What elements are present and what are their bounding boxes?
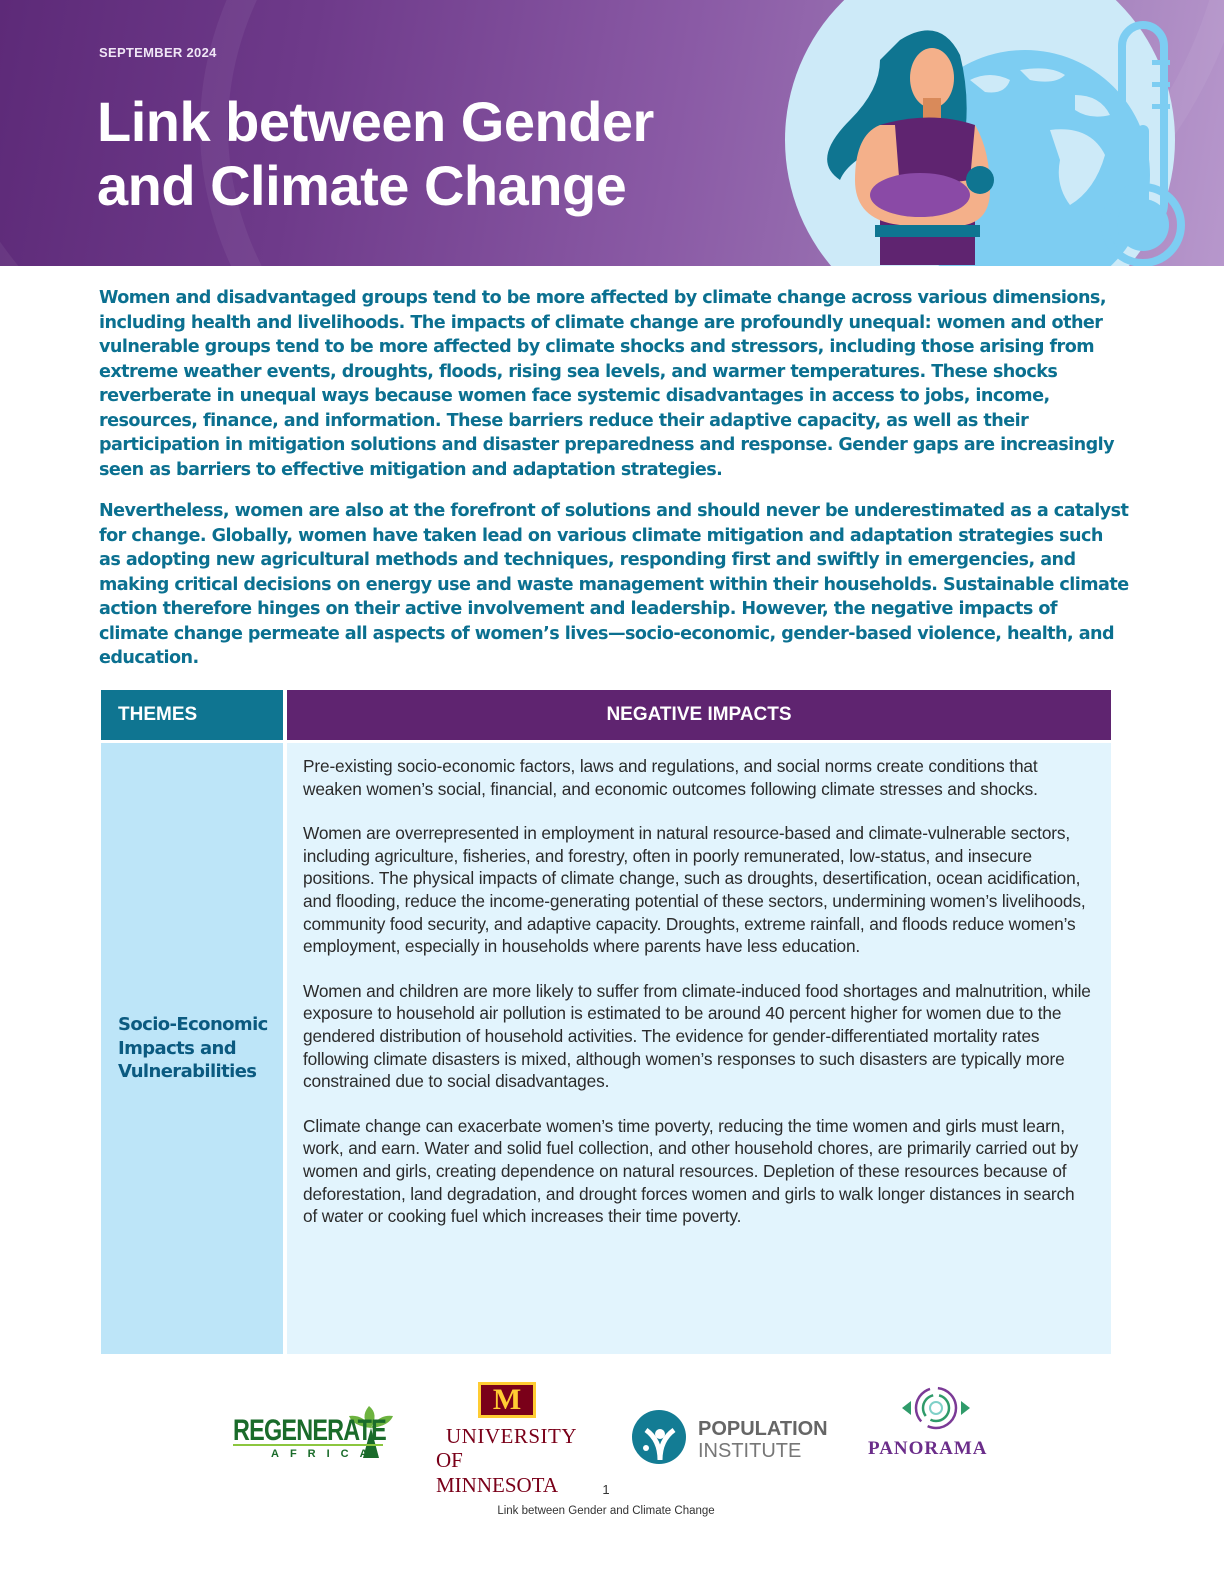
- impact-paragraph: Climate change can exacerbate women’s time poverty, reducing the time women and girls must learn, work, and earn. Water and solid fuel collection, and other household chores, are primarily carried out by women and girls, creating dependence on natural resources. Depletion of these resources because of deforestation, land degradation, and drought forces women and girls to walk longer distances in search of water or cooking fuel which increases their time poverty.: [303, 1115, 1079, 1227]
- woman-baby-globe-illustration: [780, 0, 1224, 266]
- impacts-cell: [287, 743, 1111, 1354]
- population-institute-logo: [630, 1408, 840, 1470]
- header-themes: THEMES: [101, 690, 283, 740]
- institute-wordmark: INSTITUTE: [698, 1440, 802, 1462]
- intro-paragraph-1: Women and disadvantaged groups tend to be more affected by climate change across various dimensions, including health and livelihoods. The impacts of climate change are profoundly unequal: women and other vulnerable groups tend to be more affected by climate shocks and stressors, including those arising from extreme weather events, droughts, floods, rising sea levels, and warmer temperatures. These shocks reverberate in unequal ways because women face systemic disadvantages in access to jobs, income, resources, finance, and information. These barriers reduce their adaptive capacity, as well as their participation in mitigation solutions and disaster preparedness and response. Gender gaps are increasingly seen as barriers to effective mitigation and adaptation strategies.: [99, 288, 1115, 480]
- regenerate-wordmark: REGENERATE: [233, 1414, 386, 1447]
- population-wordmark: POPULATION: [698, 1418, 828, 1440]
- title-line-2: and Climate Change: [97, 154, 627, 217]
- theme-label: Socio-Economic Impacts and Vulnerabilities: [118, 1014, 268, 1083]
- page-number: 1: [602, 1482, 610, 1497]
- panorama-eye-icon: [896, 1384, 976, 1434]
- people-globe-icon: [630, 1408, 688, 1466]
- table-row: [101, 743, 1111, 1354]
- block-m-icon: M: [478, 1382, 536, 1418]
- hero-banner: [0, 0, 1224, 266]
- umn-line-1: UNIVERSITY: [446, 1424, 577, 1448]
- publication-date: SEPTEMBER 2024: [99, 45, 217, 60]
- intro-paragraph-2: Nevertheless, women are also at the forefront of solutions and should never be underestimated as a catalyst for change. Globally, women have taken lead on various climate mitigation and adaptation strategies such as adopting new agricultural methods and techniques, responding first and swiftly in emergencies, and making critical decisions on energy use and waste management within their households. Sustainable climate action therefore hinges on their active involvement and leadership. However, the negative impacts of climate change permeate all aspects of women’s lives—socio-economic, gender-based violence, health, and education.: [99, 501, 1129, 668]
- impact-paragraph: Pre-existing socio-economic factors, laws and regulations, and social norms create conditions that weaken women’s social, financial, and economic outcomes following climate stresses and shocks.: [303, 756, 1038, 799]
- umn-line-2: OF MINNESOTA: [436, 1448, 558, 1497]
- regenerate-africa-logo: [233, 1398, 403, 1468]
- impacts-table: [101, 690, 1111, 1354]
- table-header-row: [101, 690, 1111, 740]
- theme-cell: [101, 743, 283, 1354]
- panorama-logo: [868, 1384, 1003, 1464]
- partner-logos: [0, 1380, 1224, 1497]
- page-title: [97, 90, 654, 218]
- footer-title: Link between Gender and Climate Change: [497, 1505, 715, 1517]
- panorama-wordmark: PANORAMA: [868, 1438, 988, 1459]
- africa-wordmark: AFRICA: [271, 1448, 379, 1460]
- university-of-minnesota-logo: [436, 1382, 581, 1497]
- title-line-1: Link between Gender: [97, 90, 654, 153]
- header-negative-impacts: NEGATIVE IMPACTS: [287, 690, 1111, 740]
- impact-paragraph: Women are overrepresented in employment in natural resource-based and climate-vulnerable sectors, including agriculture, fisheries, and forestry, often in poorly remunerated, low-status, and insecure positions. The physical impacts of climate change, such as droughts, desertification, ocean acidification, and flooding, reduce the income-generating potential of these sectors, undermining women’s livelihoods, community food security, and adaptive capacity. Droughts, extreme rainfall, and floods reduce women’s employment, especially in households where parents have less education.: [303, 823, 1086, 957]
- impact-paragraph: Women and children are more likely to suffer from climate-induced food shortages and malnutrition, while exposure to household air pollution is estimated to be around 40 percent higher for women due to the gendered distribution of household activities. The evidence for gender-differentiated mortality rates following climate disasters is mixed, although women’s responses to such disasters are typically more constrained due to social disadvantages.: [303, 980, 1091, 1092]
